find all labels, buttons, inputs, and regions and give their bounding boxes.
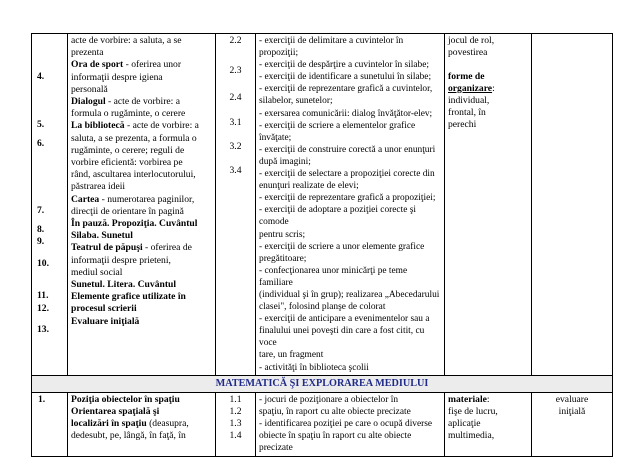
activity-line: - exerciţii de scriere a unor elemente grafice [259, 241, 425, 252]
lesson-number: 1. [32, 392, 68, 456]
content-line: direcţii de orientare în pagină [71, 205, 184, 217]
evaluation-text: evaluare [555, 393, 589, 405]
lesson-number: 4. [37, 71, 45, 82]
lesson-content-cell [68, 34, 216, 376]
lesson-number: 8. [37, 224, 45, 235]
content-line: Silaba. Sunetul [71, 230, 133, 242]
activity-line: finalului unei poveşti din care a fost citit, cu voce [259, 326, 425, 349]
lesson-number: 11. [37, 290, 49, 301]
content-line: păstrarea ideii [71, 181, 126, 193]
content-line: Teatrul de păpuşi - oferirea de [71, 242, 192, 254]
activity-line: - exerciţii de reprezentare grafică a propoziţiei; [259, 193, 436, 204]
content-line: Orientarea spaţială şi [71, 405, 160, 417]
evaluation-text: iniţială [558, 405, 586, 417]
activity-line: - confecţionarea unor minicărţi pe teme familiare [259, 265, 408, 288]
activity-line: - exersarea comunicării: dialog învăţător-elev; [259, 108, 433, 119]
forms-item: perechi [448, 119, 477, 130]
competence-code: 3.1 [229, 117, 242, 128]
curriculum-table-page [31, 33, 610, 457]
content-line: informaţii despre igiena [71, 71, 163, 83]
lesson-number: 6. [37, 138, 45, 149]
method-line: jocul de rol, [448, 35, 495, 46]
competences-cell [216, 34, 256, 376]
content-line: dedesubt, pe, lângă, în faţă, în [71, 430, 186, 442]
forms-heading: forme de [448, 71, 485, 82]
spacer [448, 59, 528, 71]
content-line: Elemente grafice utilizate în [71, 291, 186, 303]
competence-code: 1.3 [229, 418, 242, 430]
activity-line: - jocuri de poziţionare a obiectelor în [259, 394, 399, 405]
content-line: rugăminte, o cerere; reguli de [71, 144, 185, 156]
materials-item: aplicaţie [448, 418, 481, 430]
activity-line: - exerciţii de selectare a propoziţiei corecte din [259, 169, 435, 180]
competence-code: 1.2 [229, 405, 242, 417]
lesson-number: 9. [37, 236, 45, 247]
activity-line: (individual şi în grup); realizarea „Abecedarului [259, 289, 440, 300]
activity-line: - exerciţii de delimitare a cuvintelor în propoziţii; [259, 36, 404, 59]
activity-line: tare, un fragment [259, 350, 324, 361]
lesson-number: 10. [37, 258, 49, 269]
content-line: saluta, a se prezenta, a formula o [71, 132, 197, 144]
forms-item: frontal, în [448, 107, 486, 118]
activity-line: - exerciţii de identificare a sunetului în silabe; [259, 72, 432, 83]
activity-line: silabelor, sunetelor; [259, 96, 333, 107]
forms-heading: organizare: [448, 83, 495, 94]
lesson-number: 13. [37, 324, 49, 335]
lesson-numbers-cell [32, 34, 68, 376]
activities-cell [256, 34, 445, 376]
table-row [32, 392, 613, 456]
content-line: localizări în spaţiu (deasupra, [71, 418, 189, 430]
competence-code: 3.4 [229, 165, 242, 176]
content-line: personală [71, 83, 108, 95]
activity-line: - exerciţii de construire corectă a unor enunţuri [259, 144, 436, 155]
activity-line: pregătitoare; [259, 253, 307, 264]
activity-line: după imagini; [259, 156, 311, 167]
activity-line: - identificarea poziţiei pe care o ocupă diverse [259, 419, 433, 430]
activity-line: - exerciţii de despărţire a cuvintelor în silabe; [259, 60, 429, 71]
forms-cell [445, 34, 532, 376]
activity-line: - exerciţii de anticipare a evenimentelor sau a [259, 314, 430, 325]
evaluation-cell [532, 392, 613, 456]
materials-heading: materiale: [448, 393, 490, 405]
activity-line: pentru scris; [259, 229, 306, 240]
table-row [32, 34, 613, 376]
section-header-row [32, 375, 613, 392]
content-line: prezenta [71, 47, 104, 59]
activity-line: - exerciţii de scriere a elementelor grafice învăţate; [259, 120, 416, 143]
lesson-number: 7. [37, 205, 45, 216]
activity-line: obiecte în spaţiu în raport cu alte obiecte precizate [259, 431, 412, 454]
competence-code: 2.3 [229, 65, 242, 76]
activity-line: - exerciţii de reprezentare grafică a cuvintelor, [259, 84, 433, 95]
competence-code: 1.4 [229, 430, 242, 442]
evaluation-cell [532, 34, 613, 376]
section-title: MATEMATICĂ ŞI EXPLORAREA MEDIULUI [32, 375, 613, 392]
content-line: formula o rugăminte, o cerere [71, 108, 186, 120]
content-line: Poziţia obiectelor în spaţiu [71, 393, 180, 405]
activity-line: spaţiu, în raport cu alte obiecte precizate [259, 406, 411, 417]
content-line: Ora de sport - oferirea unor [71, 59, 182, 71]
materials-item: fişe de lucru, [448, 405, 498, 417]
content-line: Cartea - numerotarea paginilor, [71, 193, 195, 205]
activity-line: - activităţi în biblioteca şcolii [259, 362, 369, 373]
content-line: mediul social [71, 266, 123, 278]
competence-code: 2.4 [229, 92, 242, 103]
competences-cell [216, 392, 256, 456]
lesson-number: 5. [37, 119, 45, 130]
method-line: povestirea [448, 47, 488, 58]
materials-cell [445, 392, 532, 456]
lesson-number: 12. [37, 303, 49, 314]
content-line: vorbire eficientă: vorbirea pe [71, 157, 183, 169]
content-line: informaţii despre prieteni, [71, 254, 171, 266]
content-line: Sunetul. Litera. Cuvântul [71, 279, 177, 291]
materials-item: multimedia, [448, 430, 495, 442]
content-line: rând, ascultarea interlocutorului, [71, 169, 196, 181]
content-line: La bibliotecă - acte de vorbire: a [71, 120, 199, 132]
competence-code: 1.1 [229, 393, 242, 405]
forms-item: individual, [448, 95, 490, 106]
content-line: Evaluare iniţială [71, 315, 140, 327]
planning-table [31, 33, 613, 457]
content-line: acte de vorbire: a saluta, a se [71, 35, 182, 46]
content-line: În pauză. Propoziţia. Cuvântul [71, 218, 198, 230]
activity-line: clasei", folosind planşe de colorat [259, 302, 386, 313]
content-line: Dialogul - acte de vorbire: a [71, 96, 180, 108]
activity-line: enunţuri realizate de elevi; [259, 181, 359, 192]
activities-cell [256, 392, 445, 456]
competence-code: 2.2 [229, 35, 242, 46]
competence-code: 3.2 [229, 141, 242, 152]
lesson-content-cell [68, 392, 216, 456]
content-line: procesul scrierii [71, 303, 137, 315]
activity-line: - exerciţii de adoptare a poziţiei corecte şi comode [259, 205, 416, 228]
